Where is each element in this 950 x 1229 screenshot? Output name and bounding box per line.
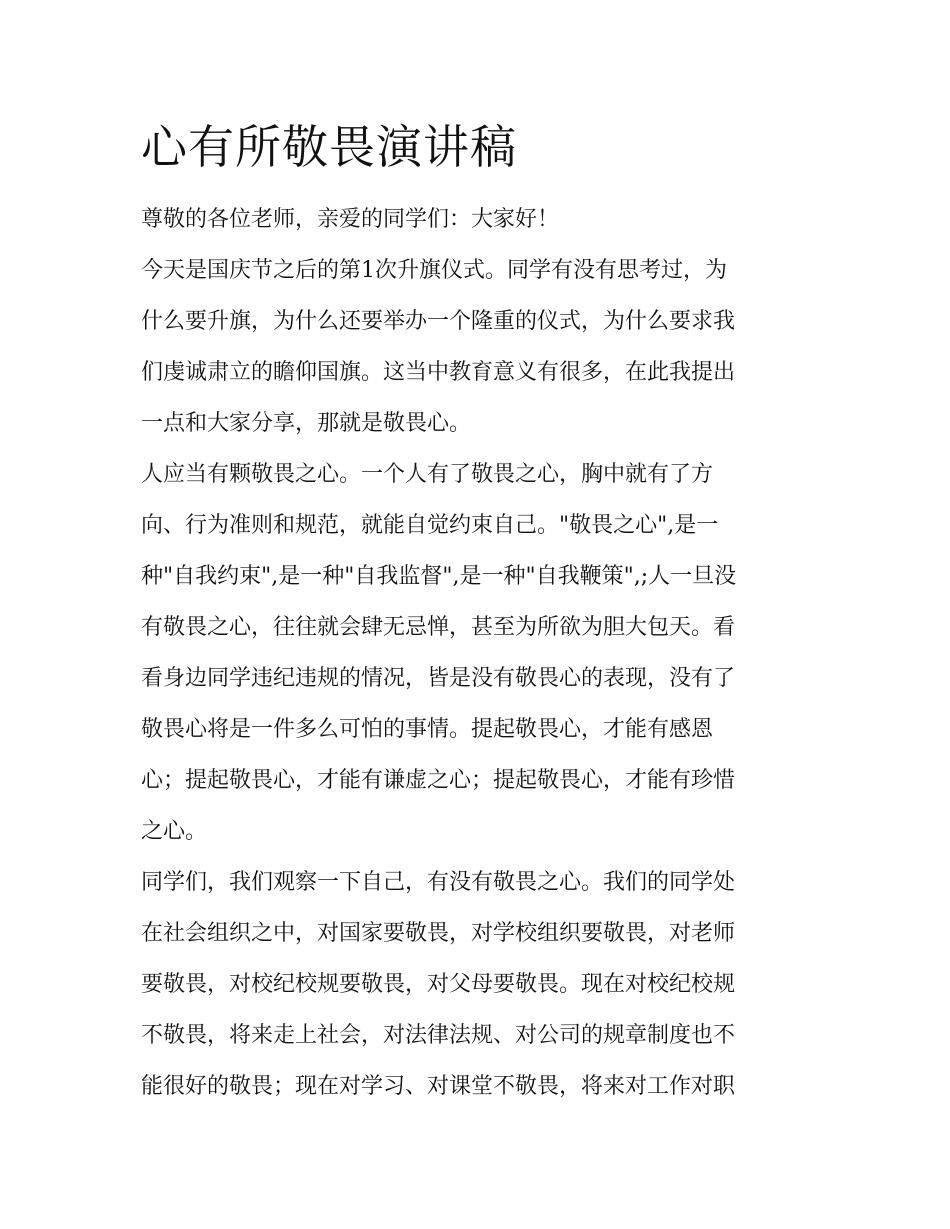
text-line: 向、行为准则和规范，就能自觉约束自己。"敬畏之心",是一 bbox=[141, 513, 719, 538]
text-line: 敬畏心将是一件多么可怕的事情。提起敬畏心，才能有感恩 bbox=[141, 717, 714, 742]
paragraph-reverence bbox=[141, 449, 821, 857]
text-line: 种"自我约束",是一种"自我监督",是一种"自我鞭策",;人一旦没 bbox=[141, 564, 737, 589]
text-line: 之心。 bbox=[141, 819, 208, 844]
text-line: 今天是国庆节之后的第1次升旗仪式。同学有没有思考过，为 bbox=[141, 258, 727, 283]
text-line: 什么要升旗，为什么还要举办一个隆重的仪式，为什么要求我 bbox=[141, 309, 736, 334]
document-title: 心有所敬畏演讲稿 bbox=[141, 120, 517, 174]
text-line: 人应当有颗敬畏之心。一个人有了敬畏之心，胸中就有了方 bbox=[141, 462, 714, 487]
text-line: 心；提起敬畏心，才能有谦虚之心；提起敬畏心，才能有珍惜 bbox=[141, 768, 736, 793]
text-line: 一点和大家分享，那就是敬畏心。 bbox=[141, 411, 472, 436]
text-line: 尊敬的各位老师，亲爱的同学们：大家好！ bbox=[141, 207, 560, 232]
document-page bbox=[141, 112, 821, 1112]
text-line: 不敬畏，将来走上社会，对法律法规、对公司的规章制度也不 bbox=[141, 1023, 736, 1048]
paragraph-flag-ceremony bbox=[141, 245, 821, 449]
text-line: 有敬畏之心，往往就会肆无忌惮，甚至为所欲为胆大包天。看 bbox=[141, 615, 736, 640]
text-line: 要敬畏，对校纪校规要敬畏，对父母要敬畏。现在对校纪校规 bbox=[141, 972, 736, 997]
paragraph-greeting bbox=[141, 194, 821, 245]
text-line: 在社会组织之中，对国家要敬畏，对学校组织要敬畏，对老师 bbox=[141, 921, 736, 946]
text-line: 同学们，我们观察一下自己，有没有敬畏之心。我们的同学处 bbox=[141, 870, 736, 895]
paragraph-self-reflection bbox=[141, 857, 821, 1112]
text-line: 看身边同学违纪违规的情况，皆是没有敬畏心的表现，没有了 bbox=[141, 666, 736, 691]
text-line: 们虔诚肃立的瞻仰国旗。这当中教育意义有很多，在此我提出 bbox=[141, 360, 736, 385]
text-line: 能很好的敬畏；现在对学习、对课堂不敬畏，将来对工作对职 bbox=[141, 1074, 736, 1099]
